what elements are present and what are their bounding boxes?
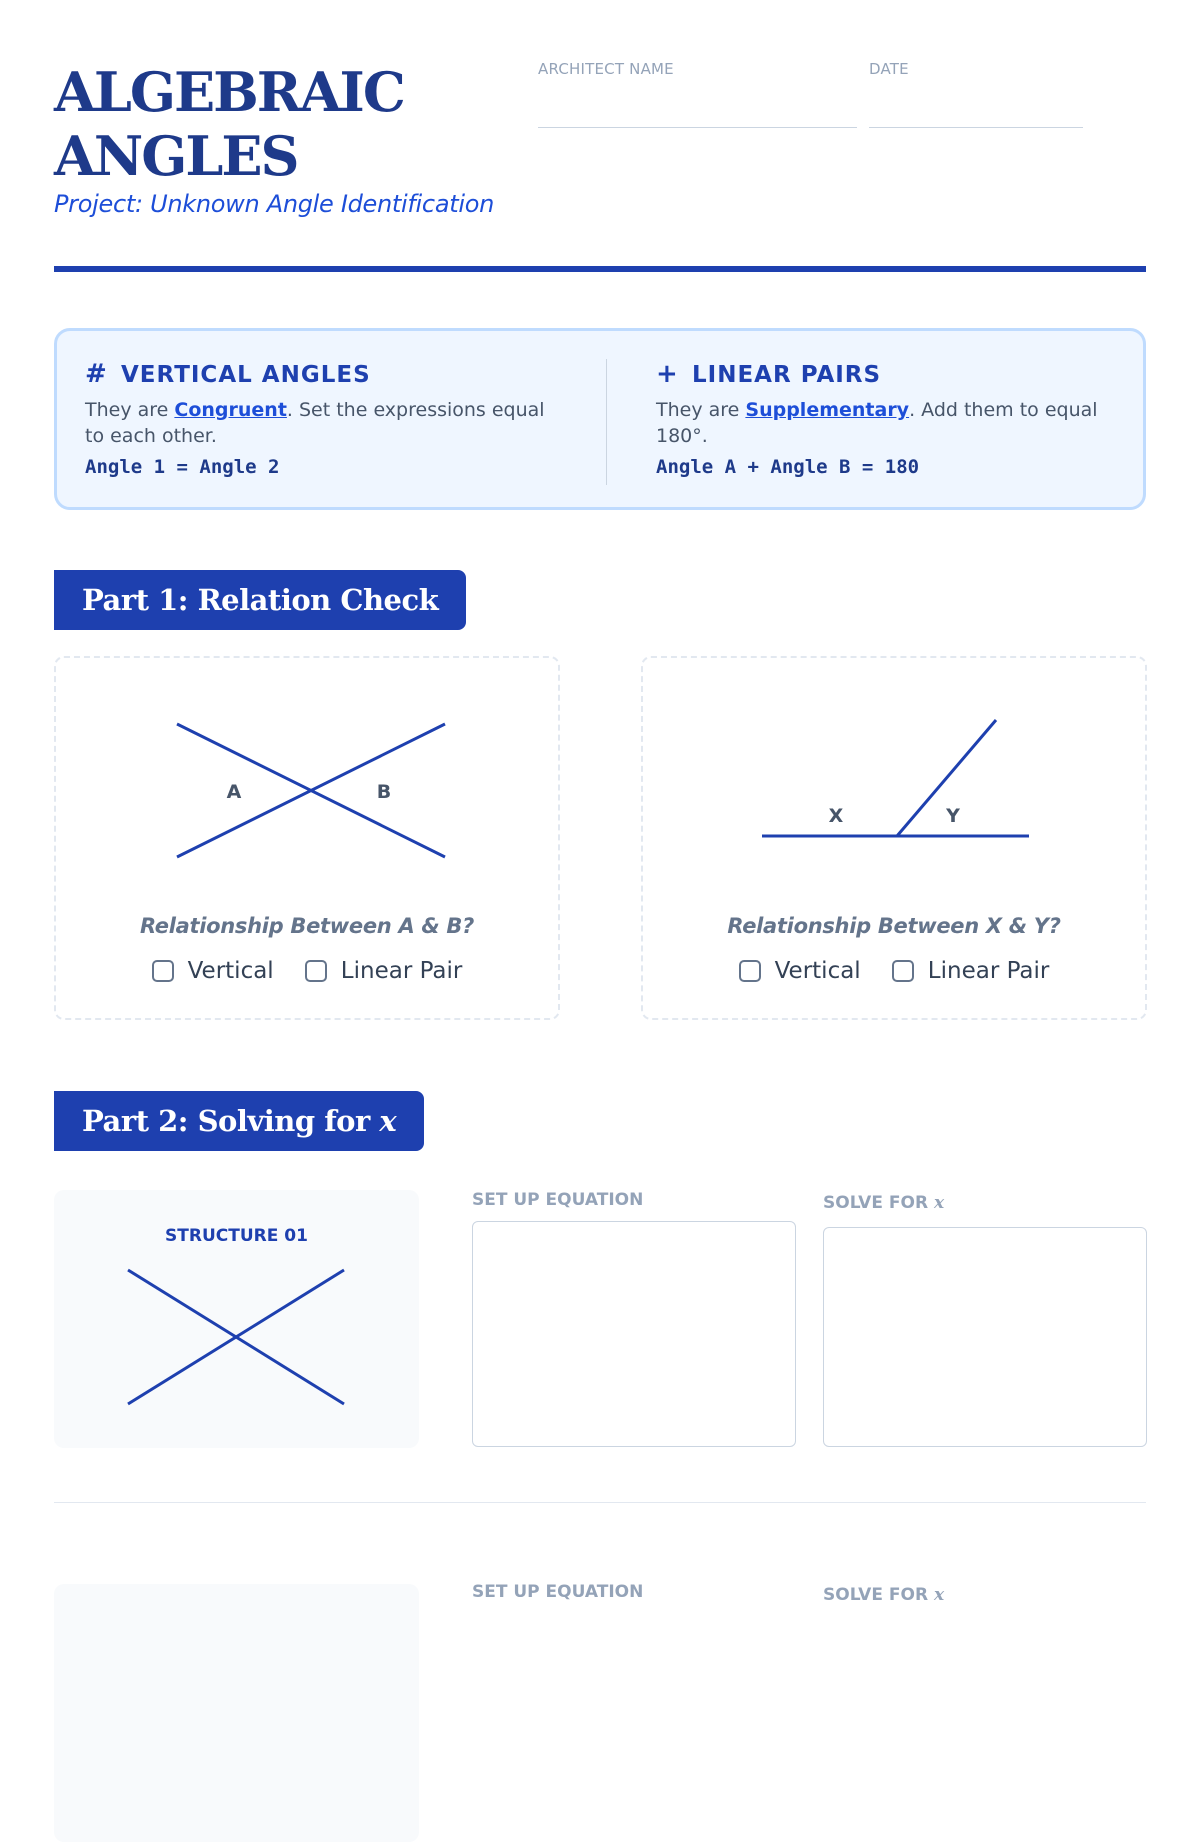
checkbox-vertical-xy[interactable] (739, 960, 761, 982)
congruent-link[interactable]: Congruent (174, 399, 287, 421)
vertical-angles-description: They are Congruent. Set the expressions equal to each other. (85, 399, 545, 447)
structure-01-card (54, 1190, 419, 1448)
checkbox-vertical-ab[interactable] (152, 960, 174, 982)
plus-icon: + (656, 359, 679, 389)
date-label: DATE (869, 60, 909, 78)
part-1-heading: Part 1: Relation Check (54, 570, 466, 630)
supplementary-link[interactable]: Supplementary (745, 399, 910, 421)
problem-divider (54, 1502, 1146, 1503)
relation-card-xy (641, 656, 1147, 1020)
vertical-angles-rule (85, 359, 545, 478)
worksheet-title (54, 60, 404, 188)
rules-info-box (54, 328, 1146, 510)
date-field[interactable] (869, 127, 1083, 128)
variable-x: x (379, 1104, 397, 1138)
vertical-angles-equation: Angle 1 = Angle 2 (85, 456, 280, 478)
solve-for-label-1: SOLVE FOR x (823, 1193, 945, 1213)
angle-label-x: X (828, 805, 844, 827)
architect-name-field[interactable] (538, 127, 857, 128)
solve-box-1[interactable] (823, 1227, 1147, 1447)
linear-pair-figure (643, 658, 1149, 908)
linear-pairs-equation: Angle A + Angle B = 180 (656, 456, 920, 478)
relation-card-ab (54, 656, 560, 1020)
linear-pairs-description: They are Supplementary. Add them to equal 180°. (656, 399, 1098, 447)
relation-options-xy (643, 958, 1145, 986)
equation-box-1[interactable] (472, 1221, 796, 1447)
info-column-divider (606, 359, 607, 485)
relation-question-ab: Relationship Between A & B? (139, 914, 475, 938)
option-linear-pair-xy[interactable]: Linear Pair (892, 958, 1050, 984)
angle-label-a: A (226, 781, 242, 803)
linear-pairs-rule (656, 359, 1116, 478)
architect-name-label: ARCHITECT NAME (538, 60, 674, 78)
linear-pairs-heading: LINEAR PAIRS (692, 362, 882, 388)
intersecting-lines-figure (56, 658, 562, 908)
angle-label-b: B (376, 781, 392, 803)
hash-icon: # (85, 359, 108, 389)
checkbox-linear-pair-ab[interactable] (305, 960, 327, 982)
title-line-1: ALGEBRAIC (54, 60, 404, 124)
structure-01-figure (54, 1190, 419, 1448)
relation-options-ab (56, 958, 558, 986)
solve-for-label-2: SOLVE FOR x (823, 1585, 945, 1605)
angle-label-y: Y (946, 805, 960, 827)
vertical-angles-heading: VERTICAL ANGLES (121, 362, 371, 388)
worksheet-subtitle: Project: Unknown Angle Identification (54, 190, 495, 218)
set-up-equation-label-2: SET UP EQUATION (472, 1582, 644, 1602)
option-vertical-ab[interactable]: Vertical (152, 958, 274, 984)
title-line-2: ANGLES (54, 124, 298, 188)
option-linear-pair-ab[interactable]: Linear Pair (305, 958, 463, 984)
checkbox-linear-pair-xy[interactable] (892, 960, 914, 982)
structure-02-card (54, 1584, 419, 1842)
set-up-equation-label-1: SET UP EQUATION (472, 1190, 644, 1210)
part-2-heading: Part 2: Solving for x (54, 1091, 424, 1151)
relation-question-xy: Relationship Between X & Y? (727, 914, 1061, 938)
option-vertical-xy[interactable]: Vertical (739, 958, 861, 984)
structure-01-label: STRUCTURE 01 (165, 1226, 308, 1246)
header-divider (54, 266, 1146, 272)
